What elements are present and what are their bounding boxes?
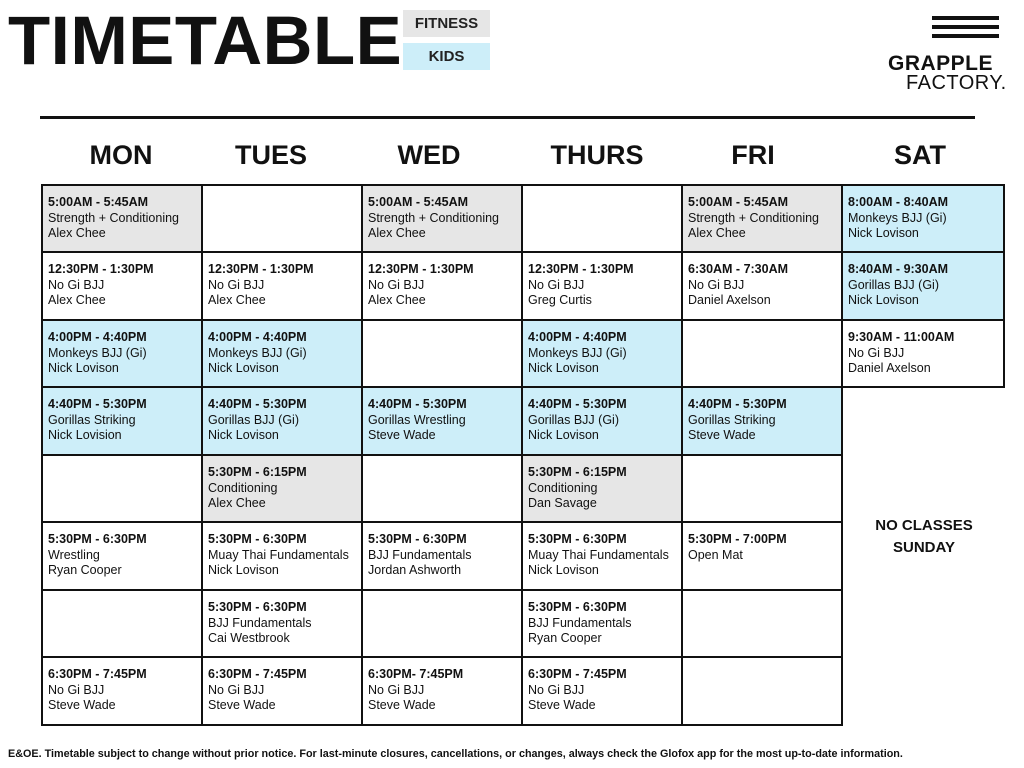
empty-cell	[361, 589, 523, 658]
class-cell	[361, 386, 523, 456]
footer-disclaimer: E&OE. Timetable subject to change without prior notice. For last-minute closures, cancellations, or changes, always check the Glofox app for the most up-to-date information.	[8, 748, 903, 760]
coach-name: Steve Wade	[528, 698, 596, 713]
class-time: 4:40PM - 5:30PM	[688, 397, 787, 411]
no-classes-line: NO CLASSES	[875, 517, 973, 534]
class-cell	[841, 251, 1005, 321]
class-cell	[201, 386, 363, 456]
coach-name: Alex Chee	[368, 226, 426, 241]
empty-cell	[521, 184, 683, 253]
class-name: Gorillas BJJ (Gi)	[208, 412, 299, 427]
class-time: 6:30AM - 7:30AM	[688, 262, 789, 276]
class-time: 12:30PM - 1:30PM	[48, 262, 154, 276]
class-name: Strength + Conditioning	[368, 210, 499, 225]
coach-name: Daniel Axelson	[848, 361, 931, 376]
coach-name: Jordan Ashworth	[368, 563, 462, 578]
day-header-mon: MON	[89, 140, 153, 170]
class-time: 5:30PM - 6:30PM	[528, 532, 627, 546]
class-time: 4:40PM - 5:30PM	[48, 397, 147, 411]
class-name: No Gi BJJ	[848, 345, 905, 360]
class-name: No Gi BJJ	[688, 277, 745, 292]
class-time: 5:00AM - 5:45AM	[368, 195, 469, 209]
coach-name: Nick Lovison	[848, 226, 919, 241]
coach-name: Nick Lovison	[208, 563, 279, 578]
class-name: Gorillas Striking	[48, 412, 136, 427]
class-time: 4:40PM - 5:30PM	[208, 397, 307, 411]
coach-name: Alex Chee	[48, 226, 106, 241]
class-time: 5:00AM - 5:45AM	[48, 195, 149, 209]
day-header-wed: WED	[397, 140, 461, 170]
class-name: No Gi BJJ	[528, 277, 585, 292]
empty-cell	[41, 589, 203, 658]
empty-cell	[361, 454, 523, 523]
class-cell	[201, 656, 363, 726]
class-name: Gorillas Striking	[688, 412, 776, 427]
class-name: Muay Thai Fundamentals	[208, 547, 349, 562]
class-cell	[521, 319, 683, 388]
class-time: 5:30PM - 6:30PM	[528, 600, 627, 614]
class-name: Strength + Conditioning	[48, 210, 179, 225]
coach-name: Cai Westbrook	[208, 631, 290, 646]
coach-name: Dan Savage	[528, 496, 597, 511]
coach-name: Ryan Cooper	[528, 631, 602, 646]
class-cell	[41, 656, 203, 726]
class-time: 5:30PM - 7:00PM	[688, 532, 787, 546]
class-cell	[521, 454, 683, 523]
class-time: 4:40PM - 5:30PM	[368, 397, 467, 411]
class-name: No Gi BJJ	[48, 682, 105, 697]
class-time: 4:00PM - 4:40PM	[208, 330, 307, 344]
class-cell	[201, 454, 363, 523]
logo-wordmark-line2: FACTORY.	[906, 72, 1007, 94]
coach-name: Alex Chee	[208, 496, 266, 511]
class-cell	[201, 251, 363, 321]
coach-name: Steve Wade	[368, 698, 436, 713]
class-time: 12:30PM - 1:30PM	[528, 262, 634, 276]
coach-name: Alex Chee	[208, 293, 266, 308]
class-time: 4:40PM - 5:30PM	[528, 397, 627, 411]
coach-name: Daniel Axelson	[688, 293, 771, 308]
class-cell	[521, 521, 683, 591]
class-cell	[681, 521, 843, 591]
class-cell	[41, 184, 203, 253]
coach-name: Steve Wade	[208, 698, 276, 713]
class-time: 5:30PM - 6:30PM	[48, 532, 147, 546]
class-name: BJJ Fundamentals	[368, 547, 472, 562]
class-cell	[521, 656, 683, 726]
class-name: Muay Thai Fundamentals	[528, 547, 669, 562]
class-cell	[361, 251, 523, 321]
class-cell	[201, 589, 363, 658]
class-cell	[41, 319, 203, 388]
class-name: Conditioning	[208, 480, 278, 495]
class-time: 4:00PM - 4:40PM	[48, 330, 147, 344]
coach-name: Alex Chee	[688, 226, 746, 241]
class-time: 4:00PM - 4:40PM	[528, 330, 627, 344]
class-time: 5:00AM - 5:45AM	[688, 195, 789, 209]
legend-fitness: FITNESS	[403, 10, 490, 37]
empty-cell	[361, 319, 523, 388]
coach-name: Nick Lovision	[48, 428, 122, 443]
legend-kids: KIDS	[403, 43, 490, 70]
no-classes-sunday-note	[843, 515, 1005, 559]
day-header-thurs: THURS	[550, 140, 644, 170]
class-time: 12:30PM - 1:30PM	[208, 262, 314, 276]
class-name: No Gi BJJ	[208, 682, 265, 697]
class-time: 6:30PM - 7:45PM	[208, 667, 307, 681]
coach-name: Nick Lovison	[528, 563, 599, 578]
class-time: 12:30PM - 1:30PM	[368, 262, 474, 276]
class-name: No Gi BJJ	[208, 277, 265, 292]
empty-cell	[681, 454, 843, 523]
coach-name: Greg Curtis	[528, 293, 592, 308]
class-name: No Gi BJJ	[368, 682, 425, 697]
class-name: BJJ Fundamentals	[528, 615, 632, 630]
class-name: Wrestling	[48, 547, 100, 562]
class-time: 5:30PM - 6:30PM	[368, 532, 467, 546]
class-time: 5:30PM - 6:15PM	[528, 465, 627, 479]
class-name: No Gi BJJ	[368, 277, 425, 292]
class-name: Monkeys BJJ (Gi)	[528, 345, 627, 360]
class-cell	[521, 589, 683, 658]
class-time: 8:40AM - 9:30AM	[848, 262, 949, 276]
coach-name: Steve Wade	[48, 698, 116, 713]
coach-name: Nick Lovison	[208, 361, 279, 376]
class-time: 6:30PM - 7:45PM	[48, 667, 147, 681]
class-time: 5:30PM - 6:30PM	[208, 532, 307, 546]
coach-name: Nick Lovison	[528, 428, 599, 443]
coach-name: Nick Lovison	[848, 293, 919, 308]
coach-name: Alex Chee	[368, 293, 426, 308]
empty-cell	[681, 589, 843, 658]
no-classes-day: SUNDAY	[893, 539, 955, 556]
class-cell	[521, 251, 683, 321]
page-title: TIMETABLE	[8, 2, 403, 79]
class-cell	[841, 319, 1005, 388]
day-header-fri: FRI	[731, 140, 775, 170]
day-header-sat: SAT	[894, 140, 946, 170]
class-name: Open Mat	[688, 547, 743, 562]
class-cell	[41, 386, 203, 456]
coach-name: Nick Lovison	[48, 361, 119, 376]
empty-cell	[41, 454, 203, 523]
class-cell	[841, 184, 1005, 253]
class-name: Strength + Conditioning	[688, 210, 819, 225]
class-cell	[361, 656, 523, 726]
class-name: BJJ Fundamentals	[208, 615, 312, 630]
class-cell	[41, 521, 203, 591]
class-name: Conditioning	[528, 480, 598, 495]
class-name: Monkeys BJJ (Gi)	[48, 345, 147, 360]
class-cell	[41, 251, 203, 321]
day-header-tues: TUES	[234, 140, 307, 170]
class-cell	[521, 386, 683, 456]
class-name: No Gi BJJ	[528, 682, 585, 697]
coach-name: Nick Lovison	[528, 361, 599, 376]
class-time: 5:30PM - 6:15PM	[208, 465, 307, 479]
class-cell	[361, 184, 523, 253]
class-time: 8:00AM - 8:40AM	[848, 195, 949, 209]
class-time: 9:30AM - 11:00AM	[848, 330, 955, 344]
class-name: Monkeys BJJ (Gi)	[208, 345, 307, 360]
coach-name: Nick Lovison	[208, 428, 279, 443]
empty-cell	[681, 319, 843, 388]
class-name: Gorillas BJJ (Gi)	[848, 277, 939, 292]
class-cell	[201, 319, 363, 388]
class-name: Gorillas BJJ (Gi)	[528, 412, 619, 427]
coach-name: Steve Wade	[688, 428, 756, 443]
class-cell	[201, 521, 363, 591]
class-cell	[361, 521, 523, 591]
class-name: Gorillas Wrestling	[368, 412, 466, 427]
class-cell	[681, 184, 843, 253]
empty-cell	[201, 184, 363, 253]
coach-name: Steve Wade	[368, 428, 436, 443]
class-time: 6:30PM- 7:45PM	[368, 667, 464, 681]
class-cell	[681, 386, 843, 456]
class-time: 6:30PM - 7:45PM	[528, 667, 627, 681]
class-name: Monkeys BJJ (Gi)	[848, 210, 947, 225]
class-cell	[681, 251, 843, 321]
coach-name: Ryan Cooper	[48, 563, 122, 578]
empty-cell	[681, 656, 843, 726]
class-time: 5:30PM - 6:30PM	[208, 600, 307, 614]
logo-wordmark-line1: GRAPPLE	[888, 52, 994, 75]
coach-name: Alex Chee	[48, 293, 106, 308]
class-name: No Gi BJJ	[48, 277, 105, 292]
